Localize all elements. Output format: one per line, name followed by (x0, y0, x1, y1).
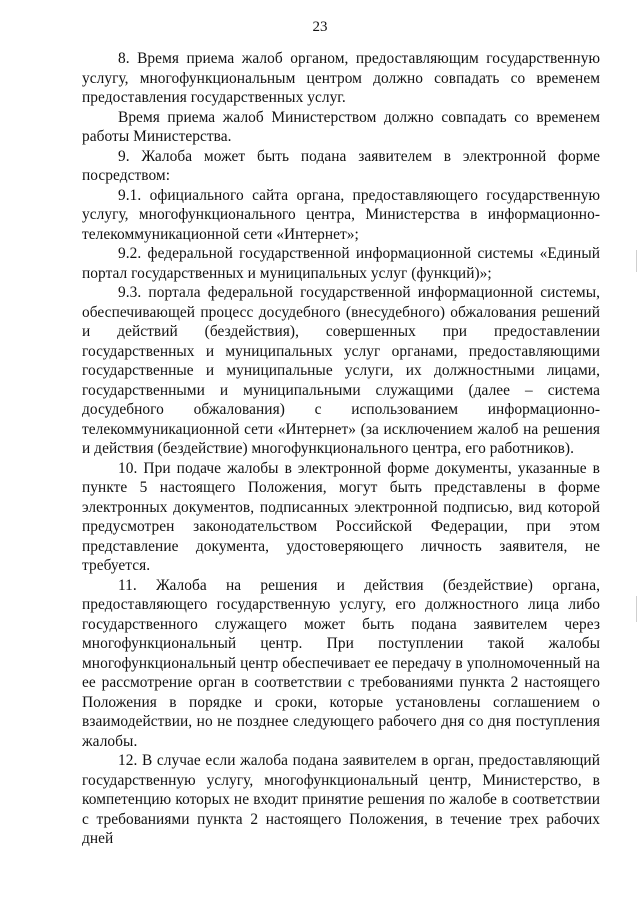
scan-edge-mark (636, 596, 637, 622)
paragraph-8: 8. Время приема жалоб органом, предоставляющим государственную услугу, многофункциональным центром должно совпадать со временем предоставления государственных услуг. (82, 50, 600, 106)
paragraph-8-ministry: Время приема жалоб Министерством должно совпадать со временем работы Министерства. (82, 108, 600, 145)
paragraph-9-1: 9.1. официального сайта органа, предоставляющего государственную услугу, многофункционального центра, Министерства в информационно-телекоммуникационной сети «Интернет»; (82, 186, 600, 243)
paragraph-9-2: 9.2. федеральной государственной информационной системы «Единый портал государственных и муниципальных услуг (функций)»; (82, 245, 600, 282)
scan-edge-mark (636, 250, 637, 272)
paragraph-9-3: 9.3. портала федеральной государственной информационной системы, обеспечивающей процесс досудебного (внесудебного) обжалования решений и действий (бездействия), совершенных при предоставлении государственных и муниципальных услуг органами, предоставляющими государственные и муниципальные услуги, их должностными лицами, государственными и муниципальными служащими (далее – система досудебного обжалования) с использованием информационно-телекоммуникационной сети «Интернет» (за исключением жалоб на решения и действия (бездействие) многофункционального центра, его работников). (82, 284, 600, 457)
paragraph-10: 10. При подаче жалобы в электронной форме документы, указанные в пункте 5 настоящего Положения, могут быть представлены в форме электронных документов, подписанных электронной подписью, вид которой предусмотрен законодательством Российской Федерации, при этом представление документа, удостоверяющего личность заявителя, не требуется. (82, 459, 600, 574)
paragraph-12: 12. В случае если жалоба подана заявителем в орган, предоставляющий государственную услугу, многофункциональный центр, Министерство, в компетенцию которых не входит принятие решения по жалобе в соответствии с требованиями пункта 2 настоящего Положения, в течение трех рабочих дней (82, 752, 600, 847)
paragraph-9: 9. Жалоба может быть подана заявителем в электронной форме посредством: (82, 147, 600, 184)
document-body (82, 49, 600, 849)
paragraph-11: 11. Жалоба на решения и действия (бездействие) органа, предоставляющего государственную услугу, его должностного лица либо государственного служащего может быть подана заявителем через многофункциональный центр. При поступлении такой жалобы многофункциональный центр обеспечивает ее передачу в уполномоченный на ее рассмотрение орган в соответствии с требованиями пункта 2 настоящего Положения в порядке и сроки, которые установлены соглашением о взаимодействии, но не позднее следующего рабочего дня со дня поступления жалобы. (82, 576, 600, 750)
page-number: 23 (312, 19, 328, 35)
